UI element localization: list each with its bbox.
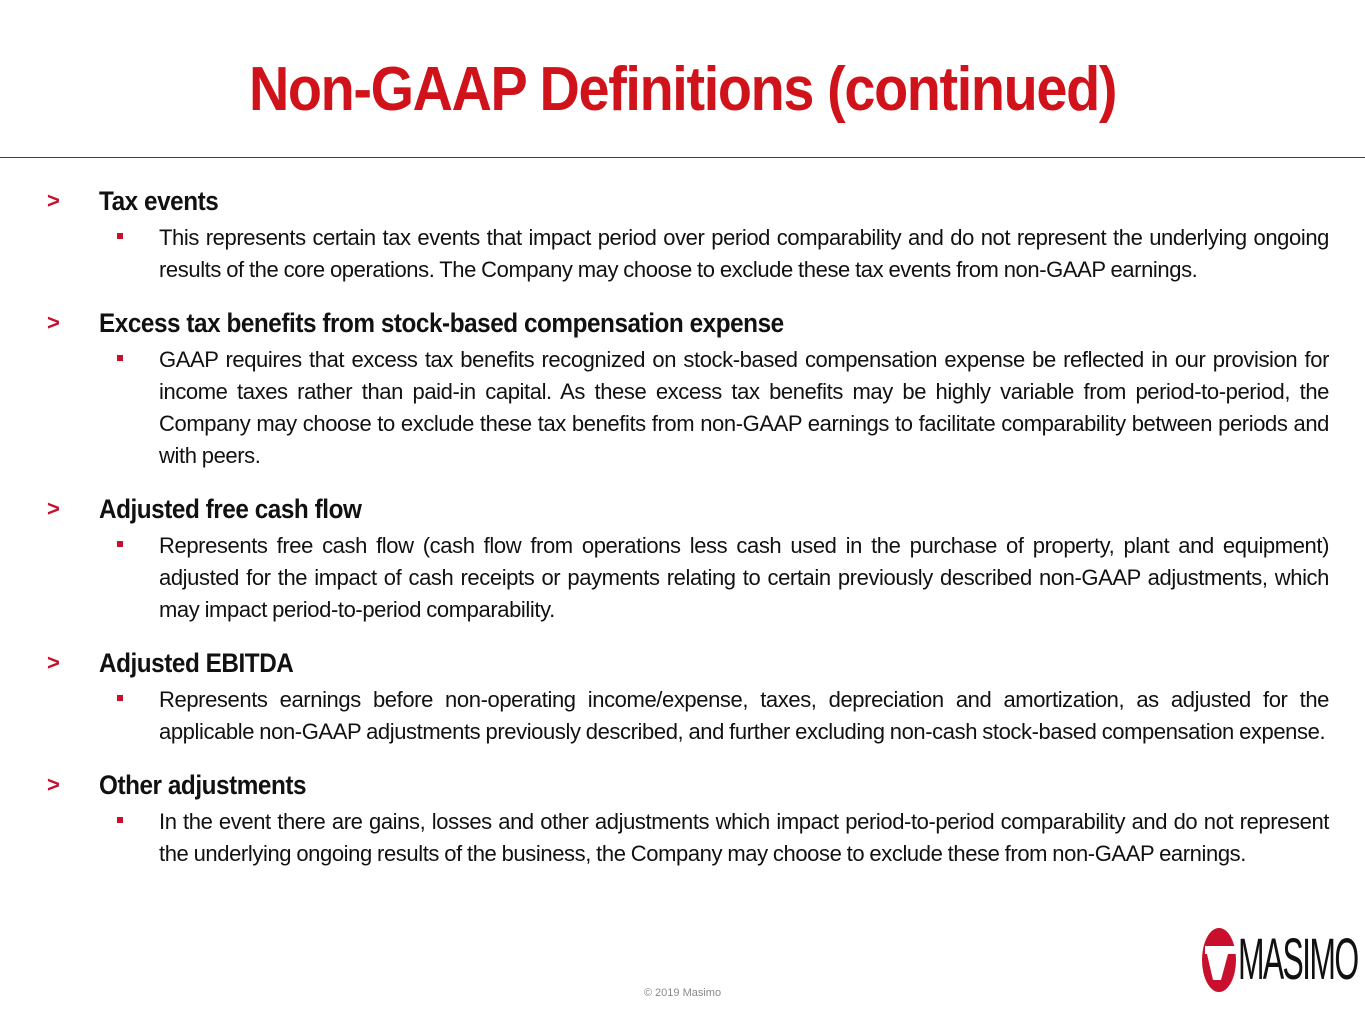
section-marker: > [47, 496, 60, 521]
section-text: Represents earnings before non-operating income/expense, taxes, depreciation and amortization, as adjusted for the applicable non-GAAP adjustments previously described, and further excluding non-cash stock-based compensation expense. [159, 687, 1329, 744]
list-item [0, 684, 1365, 748]
section-heading: Other adjustments [99, 770, 307, 800]
square-bullet-icon [117, 541, 123, 547]
list-item [0, 344, 1365, 472]
section-marker: > [47, 310, 60, 335]
section-text: GAAP requires that excess tax benefits recognized on stock-based compensation expense be reflected in our provision for income taxes rather than paid-in capital. As these excess tax benefits may be highly variable from period-to-period, the Company may choose to exclude these tax benefits from non-GAAP earnings to facilitate comparability between periods and with peers. [159, 347, 1329, 468]
definition-other-adjustments [0, 768, 1365, 870]
section-text: In the event there are gains, losses and other adjustments which impact period-to-period comparability and do not represent the underlying ongoing results of the business, the Company may choose to exclude these from non-GAAP earnings. [159, 809, 1329, 866]
section-marker: > [47, 188, 60, 213]
definition-excess-tax-benefits [0, 306, 1365, 472]
definition-adjusted-free-cash-flow [0, 492, 1365, 626]
section-text: This represents certain tax events that impact period over period comparability and do not represent the underlying ongoing results of the core operations. The Company may choose to exclude these tax events from non-GAAP earnings. [159, 225, 1329, 282]
definition-adjusted-ebitda [0, 646, 1365, 748]
definition-tax-events [0, 184, 1365, 286]
logo-wordmark: MASIMO [1238, 927, 1358, 992]
section-heading: Adjusted EBITDA [99, 648, 294, 678]
square-bullet-icon [117, 233, 123, 239]
copyright-footer: © 2019 Masimo [643, 987, 722, 999]
page-title: Non-GAAP Definitions (continued) [248, 55, 1117, 124]
section-heading: Tax events [99, 186, 219, 216]
section-text: Represents free cash flow (cash flow from operations less cash used in the purchase of property, plant and equipment) adjusted for the impact of cash receipts or payments relating to certain previously described non-GAAP adjustments, which may impact period-to-period comparability. [159, 533, 1329, 622]
section-marker: > [47, 650, 60, 675]
section-marker: > [47, 772, 60, 797]
masimo-check-circle-icon [1200, 924, 1240, 996]
definitions-list [0, 184, 1365, 890]
square-bullet-icon [117, 817, 123, 823]
title-divider [0, 157, 1365, 158]
list-item [0, 222, 1365, 286]
square-bullet-icon [117, 355, 123, 361]
section-heading: Adjusted free cash flow [99, 494, 362, 524]
section-heading: Excess tax benefits from stock-based compensation expense [99, 308, 784, 338]
masimo-logo [1200, 924, 1358, 996]
square-bullet-icon [117, 695, 123, 701]
list-item [0, 530, 1365, 626]
list-item [0, 806, 1365, 870]
